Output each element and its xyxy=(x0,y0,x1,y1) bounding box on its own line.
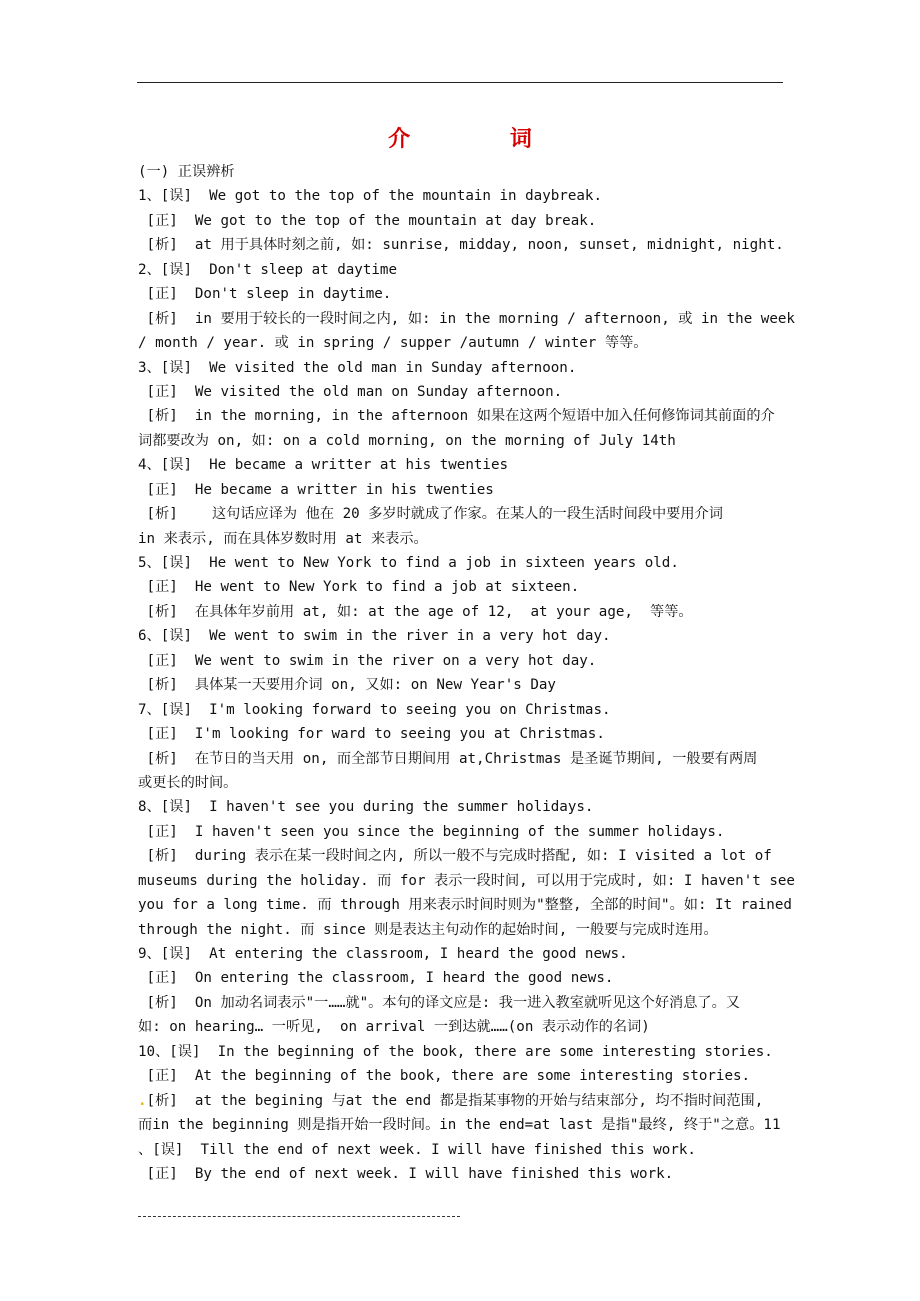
text-line: [正] Don't sleep in daytime. xyxy=(138,286,392,303)
text-line: 词都要改为 on, 如: on a cold morning, on the morning of July 14th xyxy=(138,432,676,449)
text-line: 9、[误] At entering the classroom, I heard the good news. xyxy=(138,946,628,962)
text-line: [正] I'm looking for ward to seeing you at Christmas. xyxy=(138,726,605,743)
text-line: [析] 这句话应译为 他在 20 多岁时就成了作家。在某人的一段生活时间段中要用介词 xyxy=(138,506,723,523)
text-line: 、[误] Till the end of next week. I will have finished this work. xyxy=(138,1141,696,1158)
text-line: [正] I haven't seen you since the beginning of the summer holidays. xyxy=(138,823,725,840)
text-line: 7、[误] I'm looking forward to seeing you on Christmas. xyxy=(138,701,611,718)
text-line: you for a long time. 而 through 用来表示时间时则为"整整, 全部的时间"。如: It rained xyxy=(138,897,792,914)
header-rule xyxy=(137,82,783,83)
text-line: 而in the beginning 则是指开始一段时间。in the end=at last 是指"最终, 终于"之意。11 xyxy=(138,1117,781,1134)
text-line: [析] 在具体年岁前用 at, 如: at the age of 12, at your age, 等等。 xyxy=(138,603,693,620)
text-line: [析] On 加动名词表示"一……就"。本句的译文应是: 我一进入教室就听见这个好消息了。又 xyxy=(138,994,740,1011)
text-line: museums during the holiday. 而 for 表示一段时间, 可以用于完成时, 如: I haven't see xyxy=(138,872,795,889)
text-line: 2、[误] Don't sleep at daytime xyxy=(138,261,397,278)
section-heading: (一) 正误辨析 xyxy=(138,164,235,180)
text-line: 或更长的时间。 xyxy=(138,774,238,791)
text-line: 如: on hearing… 一听见, on arrival 一到达就……(on 表示动作的名词) xyxy=(138,1019,650,1036)
text-line: .[析] at the begining 与at the end 都是指某事物的开始与结束部分, 均不指时间范围, xyxy=(138,1092,764,1109)
text-line: [正] He went to New York to find a job at sixteen. xyxy=(138,579,580,596)
text-line: [析] at 用于具体时刻之前, 如: sunrise, midday, noon, sunset, midnight, night. xyxy=(138,237,784,254)
text-line: 10、[误] In the beginning of the book, there are some interesting stories. xyxy=(138,1043,773,1060)
text-line: 8、[误] I haven't see you during the summer holidays. xyxy=(138,799,594,816)
text-line: in 来表示, 而在具体岁数时用 at 来表示。 xyxy=(138,530,428,547)
text-line: / month / year. 或 in spring / supper /autumn / winter 等等。 xyxy=(138,335,648,352)
text-line: [析] 在节日的当天用 on, 而全部节日期间用 at,Christmas 是圣诞节期间, 一般要有两周 xyxy=(138,750,758,767)
text-line: [析] 具体某一天要用介词 on, 又如: on New Year's Day xyxy=(138,677,556,694)
text-line: 6、[误] We went to swim in the river in a very hot day. xyxy=(138,628,611,645)
text-line: 4、[误] He became a writter at his twenties xyxy=(138,457,509,474)
document-body xyxy=(138,160,818,1186)
text-line: [正] We got to the top of the mountain at day break. xyxy=(138,212,597,229)
text-line: [正] He became a writter in his twenties xyxy=(138,481,494,498)
text-lines xyxy=(138,184,818,1186)
text-line: [析] during 表示在某一段时间之内, 所以一般不与完成时搭配, 如: I visited a lot of xyxy=(138,848,772,865)
text-line: [正] We went to swim in the river on a very hot day. xyxy=(138,652,597,669)
text-line: [正] At the beginning of the book, there are some interesting stories. xyxy=(138,1068,751,1085)
text-line: [正] We visited the old man on Sunday afternoon. xyxy=(138,383,563,400)
text-line: 1、[误] We got to the top of the mountain in daybreak. xyxy=(138,188,602,205)
text-line: 5、[误] He went to New York to find a job in sixteen years old. xyxy=(138,555,679,571)
text-line: 3、[误] We visited the old man in Sunday afternoon. xyxy=(138,359,577,376)
text-line: [析] in 要用于较长的一段时间之内, 如: in the morning / afternoon, 或 in the week xyxy=(138,310,795,327)
text-line: [正] On entering the classroom, I heard the good news. xyxy=(138,970,614,987)
text-line: [正] By the end of next week. I will have finished this work. xyxy=(138,1165,674,1182)
text-line: through the night. 而 since 则是表达主句动作的起始时间, 一般要与完成时连用。 xyxy=(138,921,718,938)
footer-dashed-rule xyxy=(138,1216,460,1217)
page-title: 介 词 xyxy=(388,126,578,152)
text-line: [析] in the morning, in the afternoon 如果在这两个短语中加入任何修饰词其前面的介 xyxy=(138,408,775,425)
